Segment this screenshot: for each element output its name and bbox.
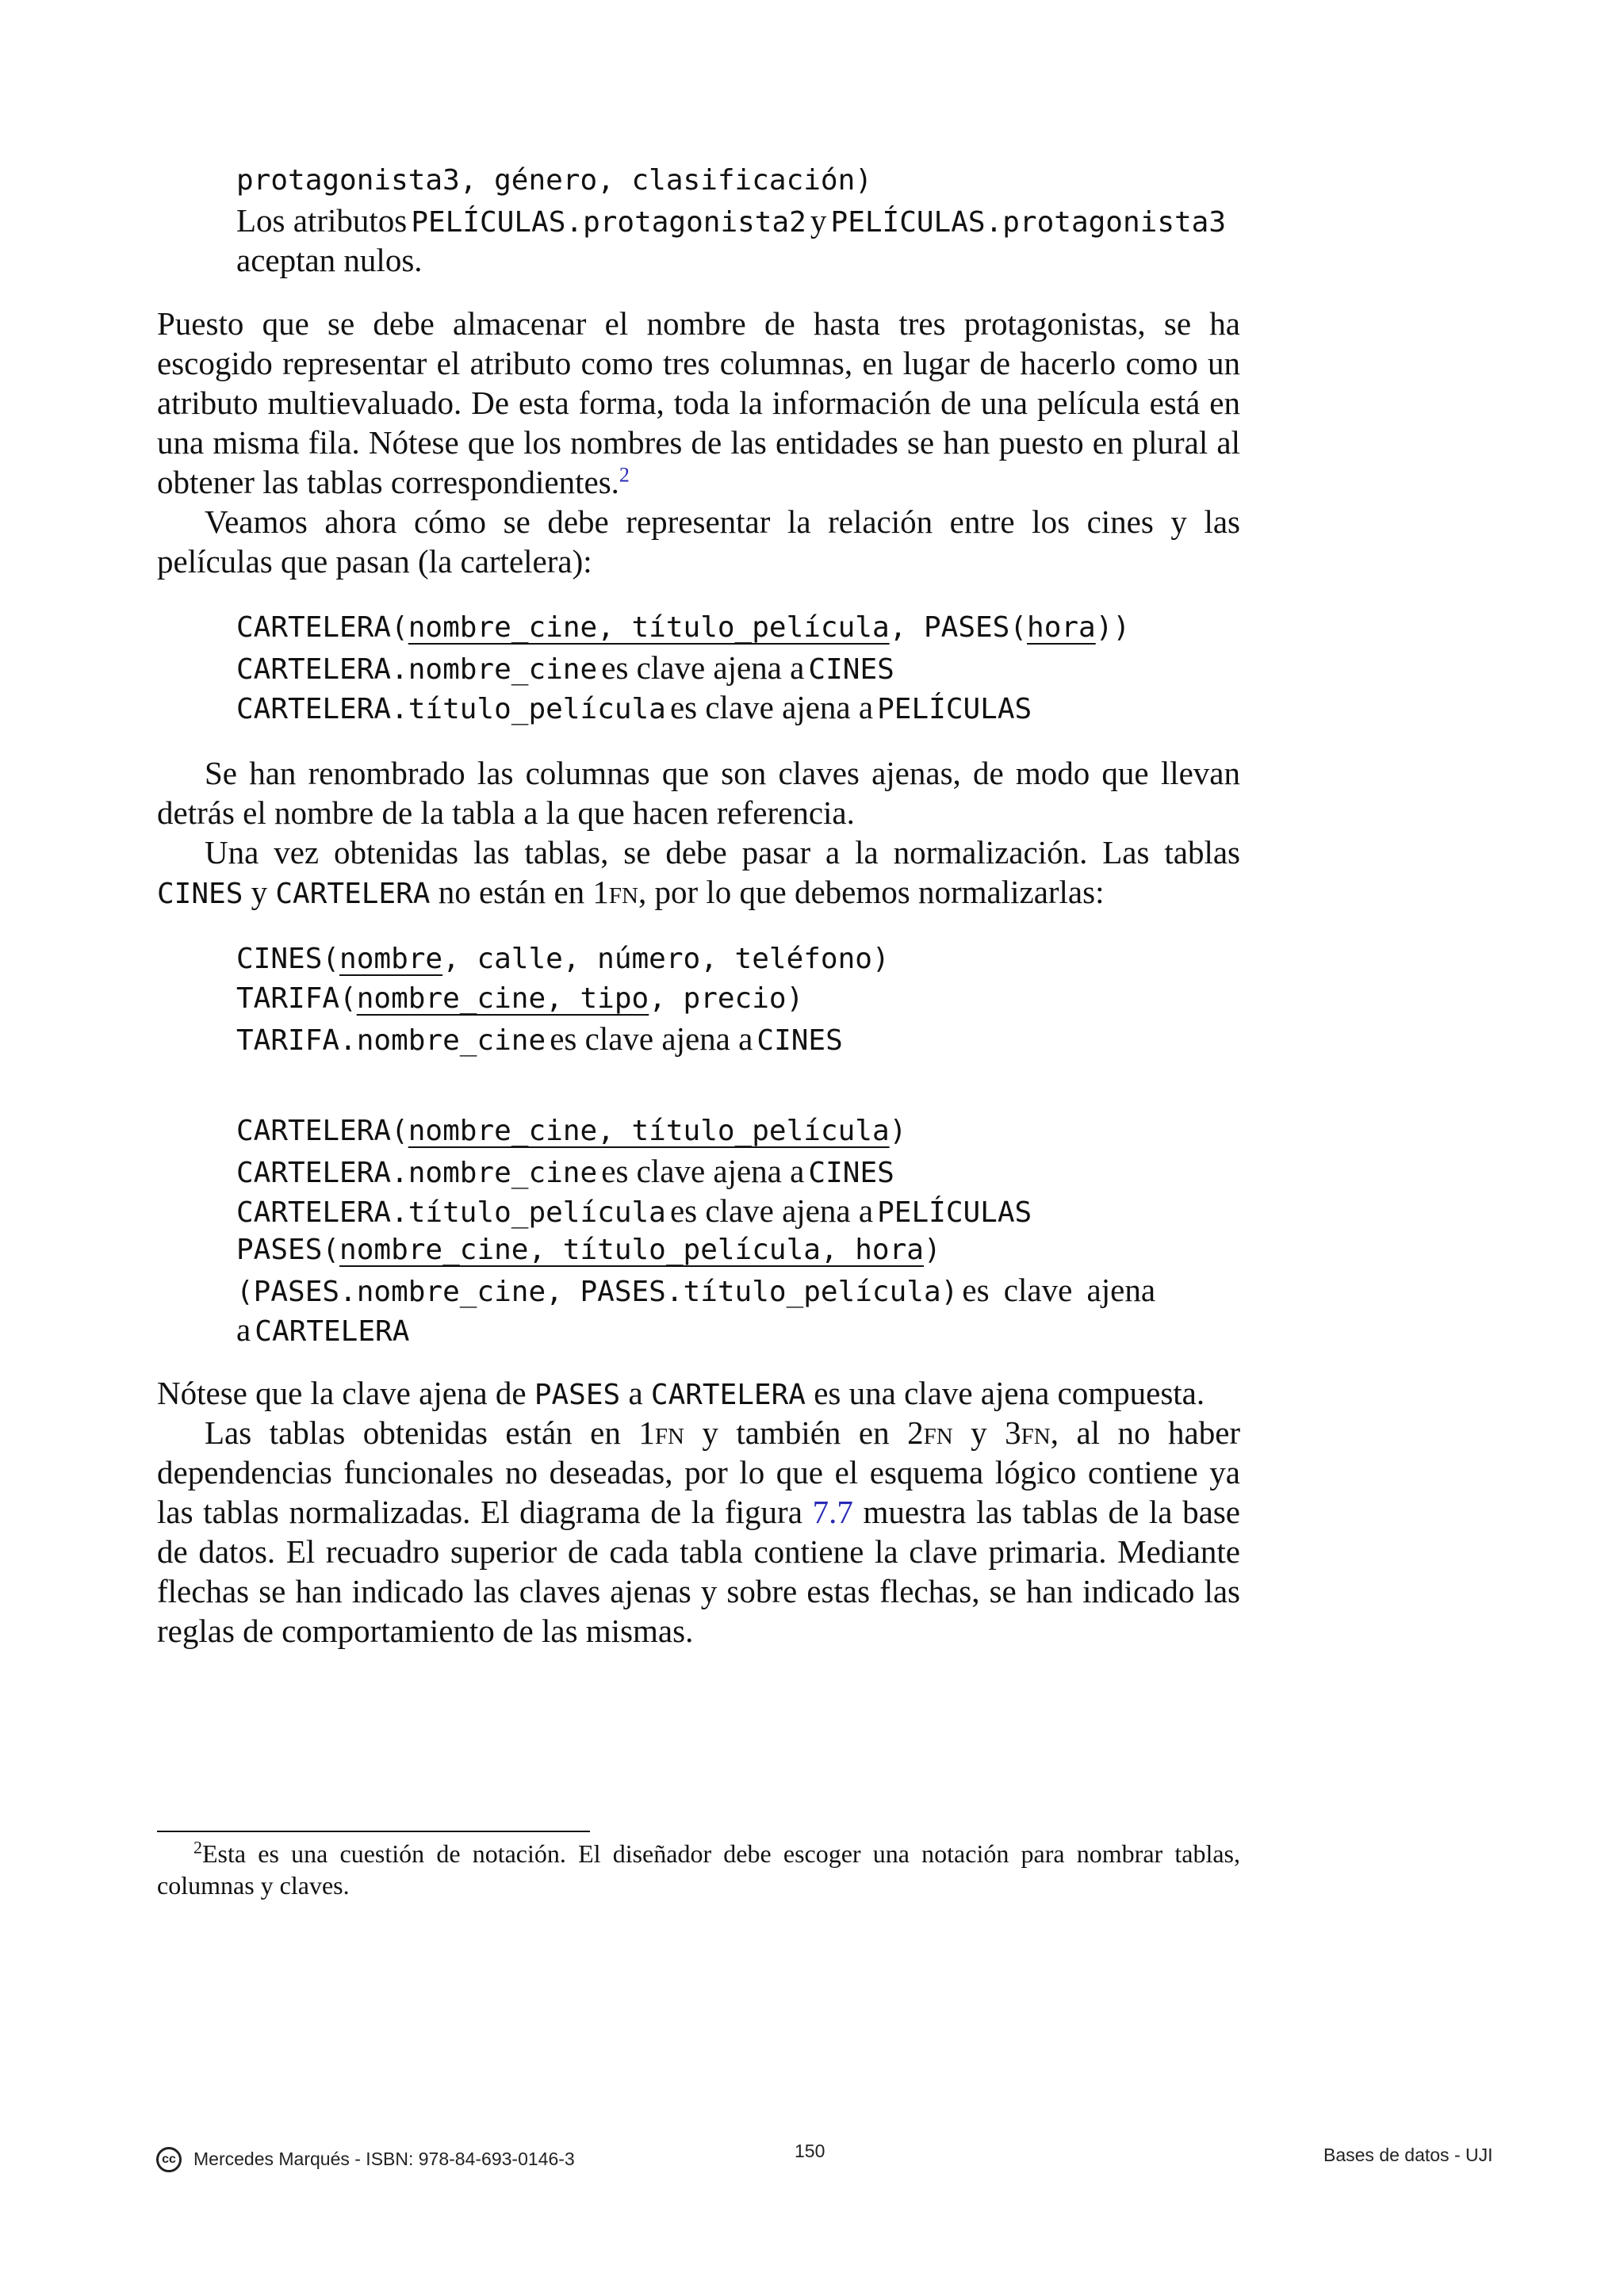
footer-author: Mercedes Marqués - ISBN: 978-84-693-0146-3 — [193, 2149, 575, 2169]
code-line: aceptan nulos. — [236, 242, 423, 278]
foreign-key-line: CARTELERA.nombre_cine es clave ajena a CINES — [236, 1153, 894, 1189]
foreign-key-line: (PASES.nombre_cine, PASES.título_película) es clave ajena — [236, 1272, 1156, 1308]
footnote: $^2$Esta es una cuestión de notación. El diseñador debe escoger una notación para nombrar tablas, columnas y claves. — [157, 1837, 1240, 1900]
foreign-key-line: CARTELERA.nombre_cine es clave ajena a CINES — [236, 649, 894, 686]
schema-cartelera: CARTELERA(nombre_cine, título_película, PASES(hora)) — [236, 611, 1131, 644]
schema-pases: PASES(nombre_cine, título_película, hora) — [236, 1234, 941, 1266]
footnote-ref-link[interactable]: 2 — [619, 463, 630, 487]
footer-book-title: Bases de datos - UJI — [1323, 2145, 1493, 2165]
schema-cines: CINES(nombre, calle, número, teléfono) — [236, 943, 890, 975]
paragraph: Nótese que la clave ajena de PASES a CARTELERA es una clave ajena compuesta. — [157, 1375, 1205, 1411]
paragraph: Veamos ahora cómo se debe representar la relación entre los cines y las películas que pasan (la cartelera): — [157, 503, 1240, 580]
schema-cartelera: CARTELERA(nombre_cine, título_película) — [236, 1115, 907, 1147]
foreign-key-line: CARTELERA.título_película es clave ajena a PELÍCULAS — [236, 1192, 1032, 1229]
figure-link[interactable]: 7.7 — [812, 1494, 853, 1530]
page-number: 150 — [795, 2141, 825, 2161]
paragraph: Se han renombrado las columnas que son claves ajenas, de modo que llevan detrás el nombre de la tabla a la que hacen referencia. — [157, 755, 1240, 831]
footnote-rule — [157, 1831, 590, 1832]
foreign-key-line: a CARTELERA — [236, 1311, 410, 1348]
code-line: Los atributos PELÍCULAS.protagonista2 y PELÍCULAS.protagonista3 — [236, 202, 1227, 239]
code-line: protagonista3, género, clasificación) — [236, 164, 872, 197]
foreign-key-line: CARTELERA.título_película es clave ajena a PELÍCULAS — [236, 689, 1032, 725]
paragraph: Las tablas obtenidas están en 1fn y también en 2fn y 3fn, al no haber dependencias funcionales no deseadas, por lo que el esquema lógico contiene ya las tablas normalizadas. El diagrama de la figura 7.7 muestra las tablas de la base de datos. El recuadro superior de cada tabla contiene la clave primaria. Mediante flechas se han indicado las claves ajenas y sobre estas flechas, se han indicado las reglas de comportamiento de las mismas. — [157, 1414, 1241, 1649]
paragraph: Puesto que se debe almacenar el nombre de hasta tres protagonistas, se ha escogido representar el atributo como tres columnas, en lugar de hacerlo como un atributo multievaluado. De esta forma, toda la información de una película está en una misma fila. Nótese que los nombres de las entidades se han puesto en plural al obtener las tablas correspondientes.$^2$ — [157, 305, 1240, 500]
schema-tarifa: TARIFA(nombre_cine, tipo, precio) — [236, 982, 804, 1015]
paragraph: Una vez obtenidas las tablas, se debe pasar a la normalización. Las tablas CINES y CARTELERA no están en 1fn, por lo que debemos normalizarlas: — [157, 834, 1240, 910]
foreign-key-line: TARIFA.nombre_cine es clave ajena a CINES — [236, 1020, 843, 1057]
creative-commons-icon: cc — [156, 2147, 182, 2172]
